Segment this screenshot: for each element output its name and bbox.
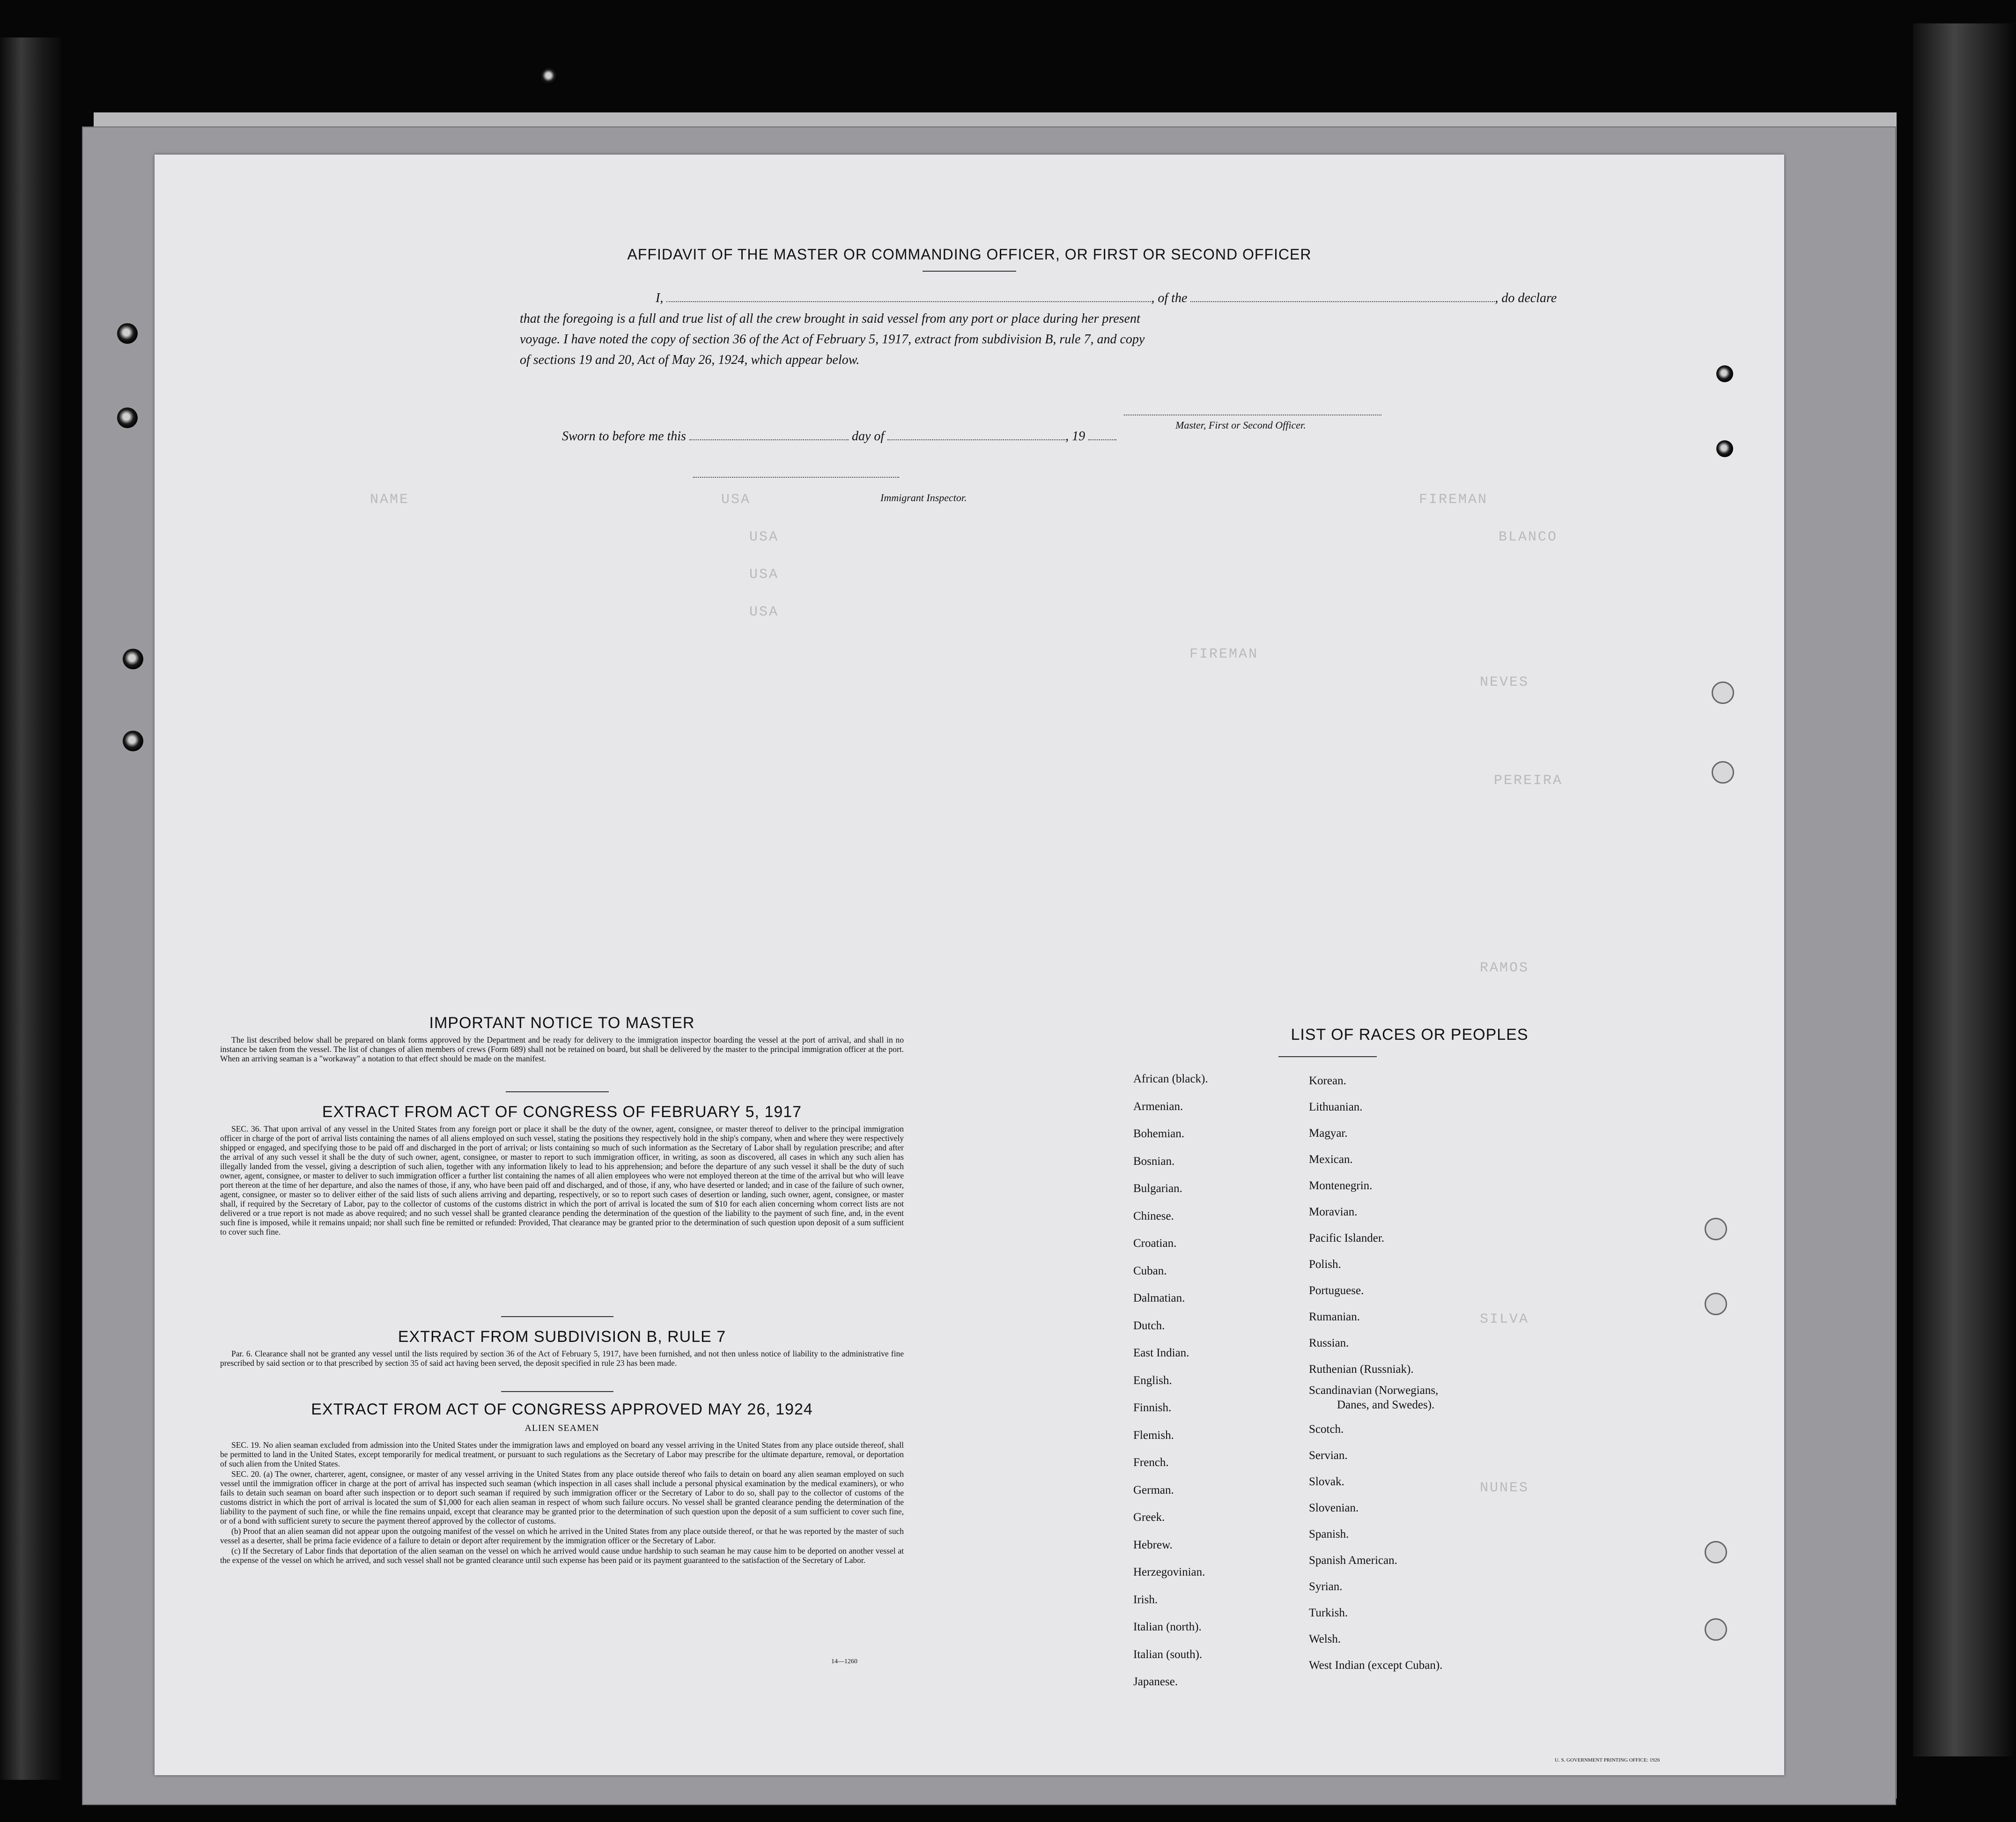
sworn-month-field[interactable] — [887, 429, 1065, 440]
binder-edge-right — [1913, 23, 2016, 1756]
race-item: English. — [1133, 1374, 1172, 1387]
sec-20a-paragraph: SEC. 20. (a) The owner, charterer, agent, consignee, or master of any vessel arriving in the United States from any place outside thereof who fails to detain on board any alien seaman employed on such vessel until the immigration officer in charge at the port of arrival has inspected such seaman (which inspection in all cases shall include a personal physical examination by the medical examiners), or who fails to detain such seaman on board after such inspection or to deport such seaman if required by such immigration officer or the Secretary of Labor to do so, shall pay to the collector of customs of the customs district in which the port of arrival is located the sum of $1,000 for each alien seaman in respect of whom such failure occurs. No vessel shall be granted clearance pending the determination of the liability to the payment of such fine, or while the fine remains unpaid, except that clearance may be granted prior to the determination of such question upon the deposit of a sum sufficient to cover such fine, or of a bond with sufficient surety to secure the payment thereof approved by the collector of customs. — [220, 1469, 904, 1526]
bleed-through-text: NAME — [370, 492, 410, 508]
declare-label: , do declare — [1495, 291, 1557, 305]
race-item: Finnish. — [1133, 1401, 1172, 1414]
bleed-through-text: USA — [749, 604, 779, 620]
extract-1924-title: EXTRACT FROM ACT OF CONGRESS APPROVED MAY 26, 1924 — [311, 1400, 813, 1418]
race-item: German. — [1133, 1483, 1174, 1496]
notice-title: IMPORTANT NOTICE TO MASTER — [429, 1014, 695, 1032]
races-title: LIST OF RACES OR PEOPLES — [1291, 1026, 1529, 1044]
race-item: Turkish. — [1309, 1607, 1348, 1619]
race-item: Flemish. — [1133, 1429, 1174, 1442]
race-item: Croatian. — [1133, 1237, 1177, 1250]
master-signature-line[interactable] — [1124, 415, 1381, 416]
affidavit-line-3: voyage. I have noted the copy of section 36 of the Act of February 5, 1917, extract from subdivision B, rule 7, and copy — [520, 332, 1145, 347]
race-item: Spanish. — [1309, 1528, 1349, 1541]
race-item: Lithuanian. — [1309, 1101, 1363, 1113]
race-item: Servian. — [1309, 1449, 1348, 1462]
bleed-through-text: FIREMAN — [1189, 646, 1259, 662]
extract-1924-subtitle: ALIEN SEAMEN — [524, 1423, 599, 1433]
sworn-year-label: , 19 — [1065, 429, 1086, 444]
binder-ring-icon — [1712, 681, 1734, 704]
binder-hole-icon — [1716, 440, 1733, 457]
binder-ring-icon — [1705, 1293, 1727, 1315]
race-item: Moravian. — [1309, 1206, 1358, 1218]
sworn-year-field[interactable] — [1088, 429, 1116, 440]
extract-1917-title: EXTRACT FROM ACT OF CONGRESS OF FEBRUARY 5, 1917 — [322, 1103, 802, 1121]
notice-rule — [506, 1091, 609, 1092]
binder-hole-icon — [117, 323, 138, 344]
bleed-through-text: FIREMAN — [1419, 492, 1488, 508]
inspector-signature-line[interactable] — [693, 477, 899, 478]
binder-ring-icon — [1705, 1541, 1727, 1563]
race-item: Greek. — [1133, 1511, 1165, 1524]
race-item: French. — [1133, 1456, 1169, 1469]
binder-hole-icon — [541, 68, 558, 85]
binder-ring-icon — [1705, 1218, 1727, 1240]
extract-rule7-title: EXTRACT FROM SUBDIVISION B, RULE 7 — [398, 1328, 726, 1346]
bleed-through-text: BLANCO — [1499, 529, 1558, 545]
race-item: Syrian. — [1309, 1580, 1343, 1593]
extract-rule7-paragraph: Par. 6. Clearance shall not be granted any vessel until the lists required by section 36 of the Act of February 5, 1917, have been furnished, and not then unless notice of liability to the administrative fine prescribed by said section or to that prescribed by section 35 of said act having been served, the deposit specified in rule 23 has been made. — [220, 1349, 904, 1368]
bleed-through-text: USA — [721, 492, 751, 508]
notice-paragraph: The list described below shall be prepared on blank forms approved by the Department and be ready for delivery to the immigration inspector boarding the vessel at the port of arrival, and shall in no instance be taken from the vessel. The list of changes of alien members of crews (Form 689) shall not be retained on board, but shall be delivered by the master to the principal immigration officer at the port. When an arriving seaman is a "workaway" a notation to that effect should be made on the manifest. — [220, 1035, 904, 1063]
binder-ring-icon — [1712, 761, 1734, 784]
affidavit-line-4: of sections 19 and 20, Act of May 26, 1924, which appear below. — [520, 353, 860, 367]
race-item: West Indian (except Cuban). — [1309, 1659, 1443, 1672]
extract-1917-rule — [501, 1316, 613, 1317]
race-item: Mexican. — [1309, 1153, 1353, 1166]
sec-19-paragraph: SEC. 19. No alien seaman excluded from admission into the United States under the immigration laws and employed on board any vessel arriving in the United States from any place outside thereof, shall be permitted to land in the United States, except temporarily for medical treatment, or pursuant to such regulations as the Secretary of Labor may prescribe for the ultimate departure, removal, or deportation of such alien from the United States. — [220, 1440, 904, 1468]
race-item: Korean. — [1309, 1074, 1346, 1087]
race-item: Bulgarian. — [1133, 1182, 1182, 1195]
binder-edge-left — [0, 37, 61, 1780]
bleed-through-text: USA — [749, 529, 779, 545]
bleed-through-text: NUNES — [1480, 1480, 1529, 1496]
affidavit-title-rule — [923, 271, 1016, 272]
race-item: Russian. — [1309, 1337, 1349, 1349]
race-item: Herzegovinian. — [1133, 1566, 1205, 1578]
bleed-through-text: USA — [749, 567, 779, 583]
sworn-label: Sworn to before me this — [562, 429, 686, 444]
race-item: Slovak. — [1309, 1475, 1344, 1488]
form-number: 14—1260 — [831, 1658, 857, 1665]
vessel-name-field[interactable] — [1190, 291, 1495, 302]
race-item: African (black). — [1133, 1073, 1208, 1085]
race-item: Portuguese. — [1309, 1284, 1364, 1297]
sec-20b-paragraph: (b) Proof that an alien seaman did not appear upon the outgoing manifest of the vessel on which he arrived in the United States from any place outside thereof, or that he was reported by the master of such vessel as a deserter, shall be prima facie evidence of a failure to detain or deport after requirement by the immigration officer or the Secretary of Labor. — [220, 1526, 904, 1545]
races-right-column — [1309, 1068, 1543, 1679]
race-item: Cuban. — [1133, 1264, 1167, 1277]
inspector-signature-caption: Immigrant Inspector. — [880, 492, 967, 504]
race-item: Slovenian. — [1309, 1502, 1359, 1514]
race-item: Bohemian. — [1133, 1127, 1185, 1140]
bleed-through-text: RAMOS — [1480, 960, 1529, 976]
bleed-through-text: NEVES — [1480, 674, 1529, 690]
race-item: Dutch. — [1133, 1319, 1165, 1332]
race-item: Ruthenian (Russniak). — [1309, 1363, 1414, 1376]
race-item: Bosnian. — [1133, 1155, 1175, 1168]
race-item: Welsh. — [1309, 1633, 1341, 1645]
bleed-through-text: PEREIRA — [1494, 773, 1563, 789]
race-item: Hebrew. — [1133, 1538, 1173, 1551]
race-item: Chinese. — [1133, 1209, 1174, 1222]
race-item: Italian (south). — [1133, 1648, 1203, 1661]
race-item: Italian (north). — [1133, 1621, 1202, 1633]
binder-hole-icon — [1716, 365, 1733, 382]
vessel-label: , of the — [1151, 291, 1188, 305]
affidavit-line-2: that the foregoing is a full and true list of all the crew brought in said vessel from any port or place during her present — [520, 311, 1140, 326]
extract-1917-body — [220, 1124, 904, 1237]
binder-hole-icon — [123, 731, 143, 751]
race-item: East Indian. — [1133, 1347, 1189, 1359]
race-item: Danes, and Swedes). — [1337, 1399, 1435, 1411]
binder-hole-icon — [123, 649, 143, 669]
master-signature-caption: Master, First or Second Officer. — [1175, 419, 1306, 431]
affidavit-title: AFFIDAVIT OF THE MASTER OR COMMANDING OFFICER, OR FIRST OR SECOND OFFICER — [627, 246, 1312, 263]
sec-20c-paragraph: (c) If the Secretary of Labor finds that deportation of the alien seaman on the vessel on which he arrived would cause undue hardship to such seaman he may cause him to be deported on another vessel at the expense of the vessel on which he arrived, and such vessel shall not be granted clearance until such expense has been paid or its payment guaranteed to the satisfaction of the Secretary of Labor. — [220, 1546, 904, 1565]
bleed-through-text: SILVA — [1480, 1311, 1529, 1327]
race-item: Rumanian. — [1309, 1311, 1360, 1323]
race-item: Japanese. — [1133, 1675, 1178, 1688]
race-item: Montenegrin. — [1309, 1179, 1373, 1192]
sworn-statement — [562, 426, 1116, 447]
race-item: Scandinavian (Norwegians, — [1309, 1384, 1439, 1397]
race-item: Spanish American. — [1309, 1554, 1397, 1567]
race-item: Polish. — [1309, 1258, 1341, 1271]
binder-hole-icon — [117, 407, 138, 428]
race-item: Magyar. — [1309, 1127, 1348, 1140]
races-title-rule — [1278, 1056, 1377, 1057]
declarant-name-field[interactable] — [666, 291, 1151, 302]
race-item: Scotch. — [1309, 1423, 1344, 1436]
race-item: Pacific Islander. — [1309, 1232, 1385, 1244]
race-item: Armenian. — [1133, 1100, 1183, 1113]
declarant-label: I, — [656, 291, 664, 305]
binder-ring-icon — [1705, 1618, 1727, 1641]
notice-body — [220, 1035, 904, 1064]
extract-rule7-rule — [501, 1391, 613, 1392]
sworn-day-field[interactable] — [689, 429, 849, 440]
extract-1917-paragraph: SEC. 36. That upon arrival of any vessel in the United States from any foreign port or place it shall be the duty of the owner, agent, consignee, or master thereof to deliver to the principal immigration officer in charge of the port of arrival lists containing the names of all aliens employed on such vessel, stating the positions they respectively hold in the ship's company, when and where they were respectively shipped or engaged, and specifying those to be paid off and discharged in the port of arrival; or lists containing so much of such information as the Secretary of Labor shall by regulation prescribe; and after the arrival of any such vessel it shall be the duty of such owner, agent, consignee, or master to report to such immigration officer, in writing, as soon as discovered, all cases in which any such alien has illegally landed from the vessel, giving a description of such alien, together with any information likely to lead to his apprehension; and before the departure of any such vessel it shall be the duty of such owner, agent, consignee, or master to deliver to such immigration officer a further list containing the names of all alien employees who were not employed thereon at the time of the arrival but who will leave port thereon at the time of her departure, and also the names of those, if any, who have been paid off and discharged, and of those, if any, who have deserted or landed; and in case of the failure of such owner, agent, consignee, or master so to deliver either of the said lists of such aliens arriving and departing, respectively, or so to report such cases of desertion or landing, such owner, agent, consignee, or master shall, if required by the Secretary of Labor, pay to the collector of customs of the customs district in which the port of arrival is located the sum of $10 for each alien concerning whom correct lists are not delivered or a true report is not made as above required; and no such vessel shall be granted clearance pending the determination of the question of the liability to the payment of such fine, and, in the event such fine is imposed, while it remains unpaid; nor shall such fine be remitted or refunded: Provided, That clearance may be granted prior to the determination of such question upon deposit of a sum sufficient to cover such fine. — [220, 1124, 904, 1237]
manifest-page — [155, 155, 1784, 1775]
affidavit-statement — [520, 288, 1557, 370]
extract-rule7-body — [220, 1349, 904, 1369]
races-left-column — [1133, 1066, 1302, 1696]
race-item: Irish. — [1133, 1593, 1158, 1606]
sworn-day-of-label: day of — [851, 429, 885, 444]
printer-line: U. S. GOVERNMENT PRINTING OFFICE: 1926 — [1555, 1757, 1660, 1763]
race-item: Dalmatian. — [1133, 1292, 1185, 1304]
extract-1924-body — [220, 1440, 904, 1566]
